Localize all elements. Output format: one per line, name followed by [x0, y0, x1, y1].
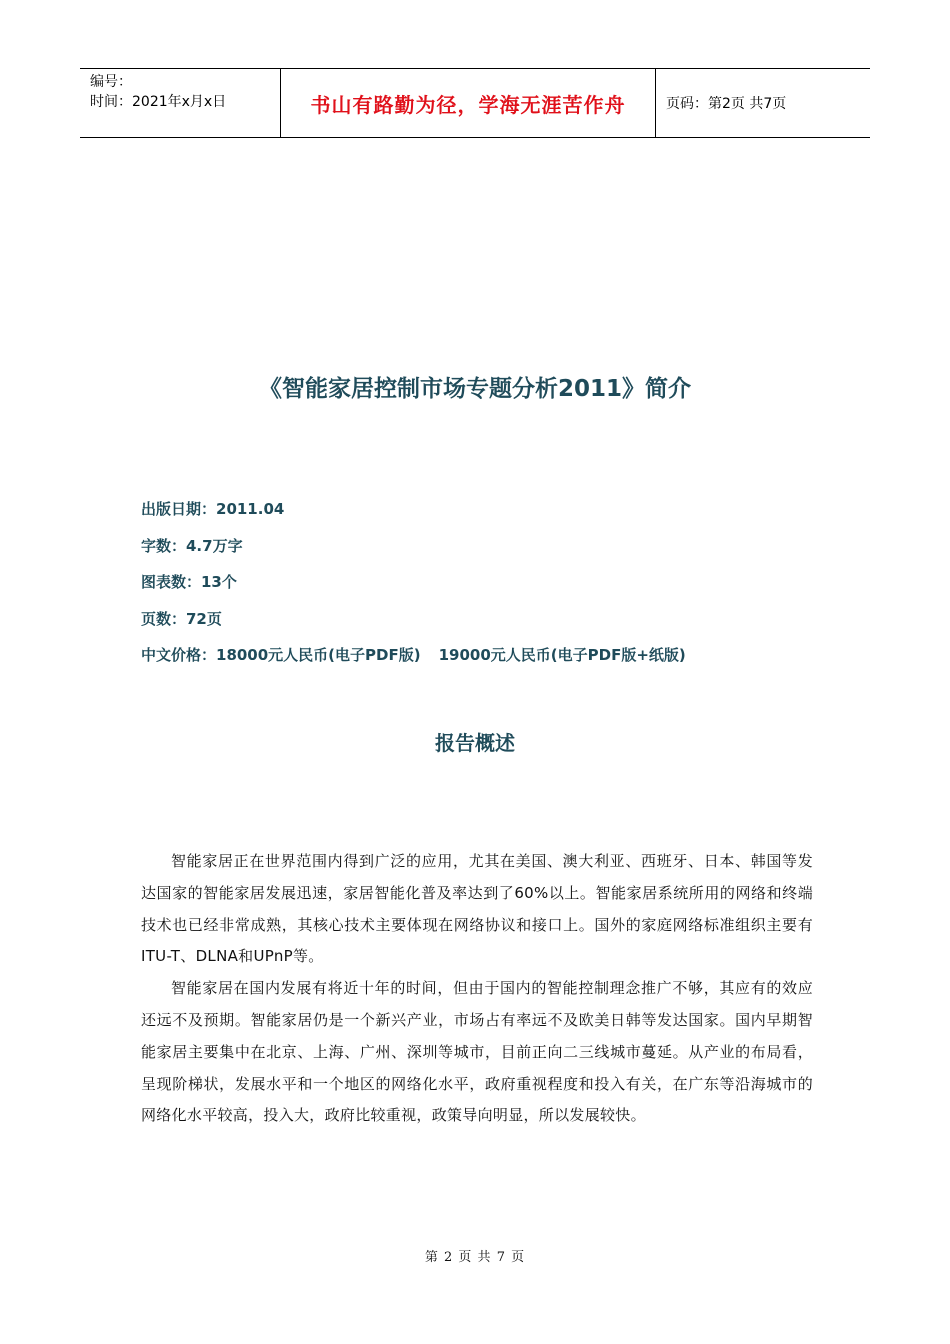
- time-label: 时间：2021年x月x日: [90, 94, 227, 110]
- page-header: [80, 68, 870, 138]
- publish-date: 出版日期：2011.04: [141, 500, 285, 518]
- number-label: 编号：: [90, 74, 132, 90]
- header-page-info: 页码：第2页 共7页: [666, 96, 787, 112]
- chart-count: 图表数：13个: [141, 573, 237, 591]
- page-count: 页数：72页: [141, 609, 222, 628]
- price-line: [141, 642, 686, 679]
- page-footer: 第 2 页 共 7 页: [424, 1250, 526, 1265]
- paragraph: 智能家居正在世界范围内得到广泛的应用，尤其在美国、澳大利亚、西班牙、日本、韩国等发达国家的智能家居发展迅速，家居智能化普及率达到了60%以上。智能家居系统所用的网络和终端技术也已经非常成熟，其核心技术主要体现在网络协议和接口上。国外的家庭网络标准组织主要有ITU-T、DLNA和UPnP等。: [141, 852, 813, 966]
- document-title: 《智能家居控制市场专题分析2011》简介: [258, 376, 691, 402]
- word-count: 字数：4.7万字: [141, 536, 243, 555]
- report-metadata: [141, 496, 686, 679]
- section-title: 报告概述: [435, 731, 515, 755]
- motto: 书山有路勤为径，学海无涯苦作舟: [280, 69, 656, 137]
- paragraph: 智能家居在国内发展有将近十年的时间，但由于国内的智能控制理念推广不够，其应有的效应还远不及预期。智能家居仍是一个新兴产业，市场占有率远不及欧美日韩等发达国家。国内早期智能家居主要集中在北京、上海、广州、深圳等城市，目前正向二三线城市蔓延。从产业的布局看，呈现阶梯状，发展水平和一个地区的网络化水平，政府重视程度和投入有关，在广东等沿海城市的网络化水平较高，投入大，政府比较重视，政策导向明显，所以发展较快。: [141, 979, 813, 1125]
- header-info: [80, 69, 280, 137]
- price-electronic-paper: 19000元人民币(电子PDF版+纸版): [438, 646, 686, 664]
- price-electronic: 中文价格：18000元人民币(电子PDF版): [141, 646, 421, 664]
- report-overview: [141, 846, 813, 1132]
